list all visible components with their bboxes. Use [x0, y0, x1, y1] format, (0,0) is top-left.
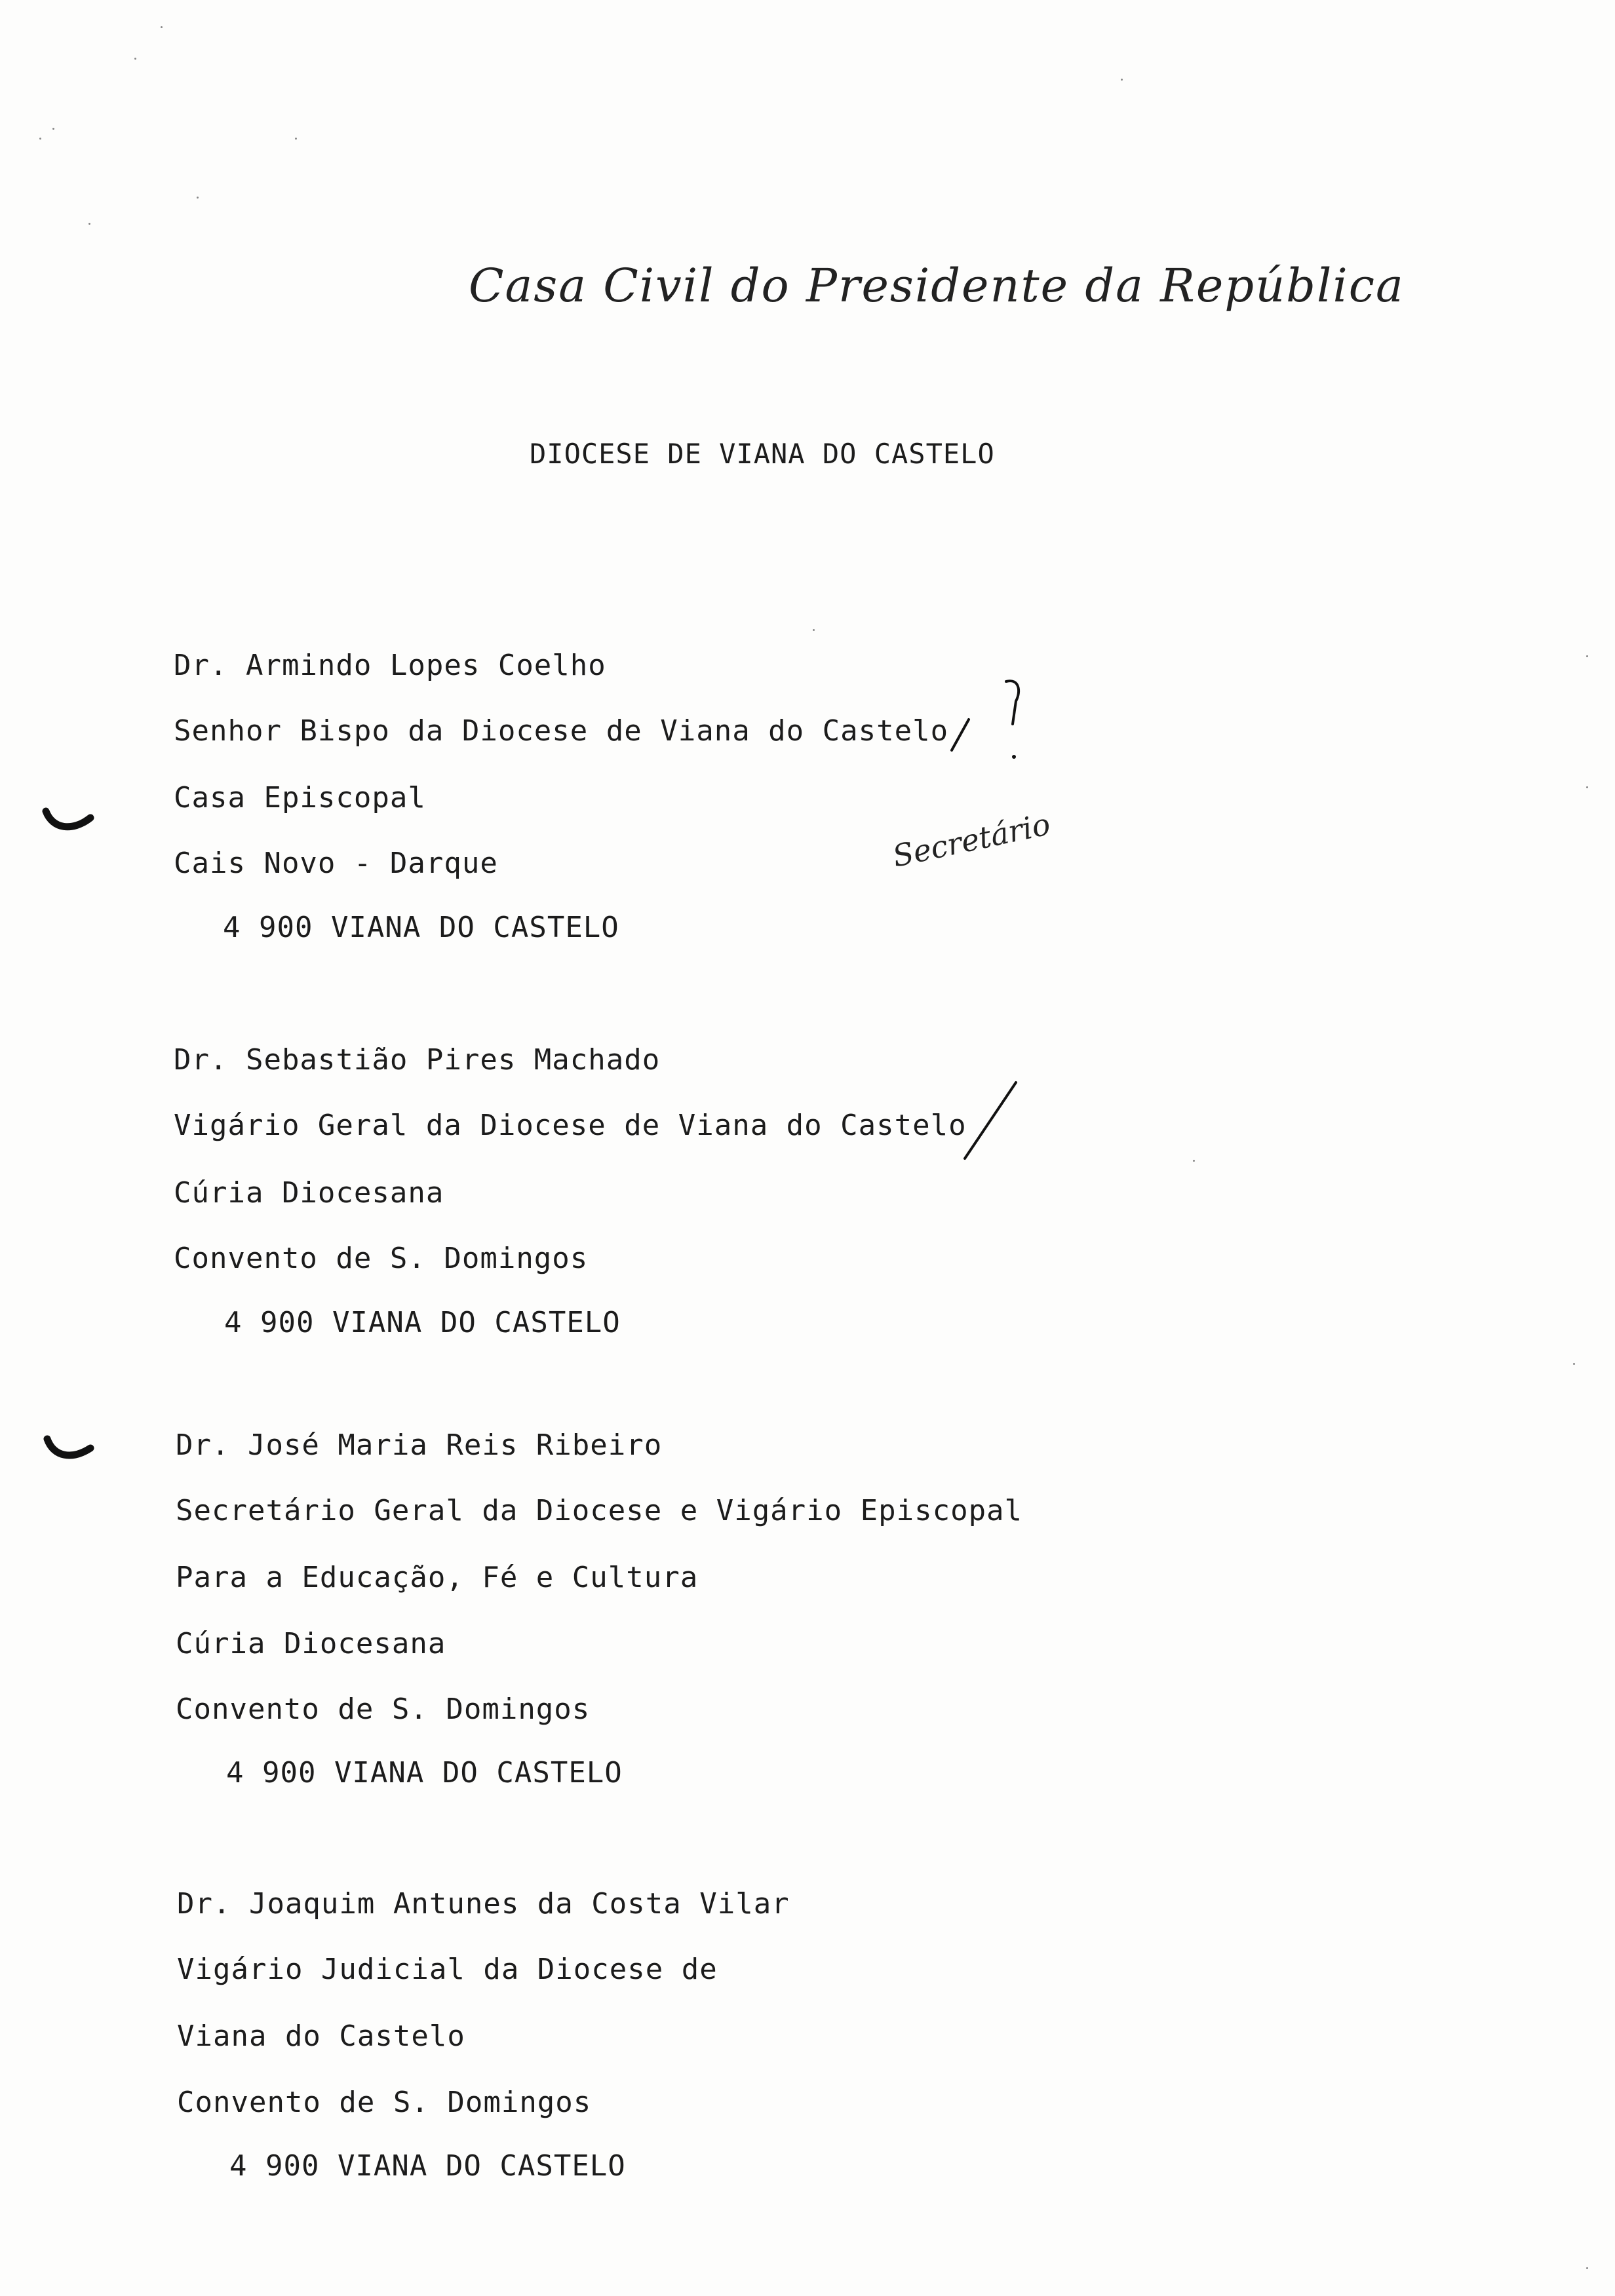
entry-2-name: Dr. Sebastião Pires Machado — [174, 1043, 661, 1077]
entry-3-role: Secretário Geral da Diocese e Vigário Episcopal — [176, 1494, 1023, 1527]
entry-3-role-cont: Para a Educação, Fé e Cultura — [176, 1561, 699, 1594]
entry-1-role: Senhor Bispo da Diocese de Viana do Castelo — [174, 714, 949, 748]
entry-3-name: Dr. José Maria Reis Ribeiro — [176, 1428, 663, 1462]
handwritten-slash-mark — [950, 1075, 1029, 1166]
document-title: DIOCESE DE VIANA DO CASTELO — [530, 438, 995, 470]
entry-1-street: Cais Novo - Darque — [174, 847, 498, 880]
entry-1-institution: Casa Episcopal — [174, 781, 426, 814]
entry-4-role-cont: Viana do Castelo — [177, 2019, 465, 2053]
entry-2-institution: Cúria Diocesana — [174, 1176, 444, 1210]
entry-4-street: Convento de S. Domingos — [177, 2086, 592, 2119]
entry-4-name: Dr. Joaquim Antunes da Costa Vilar — [177, 1887, 790, 1921]
entry-4-role: Vigário Judicial da Diocese de — [177, 1953, 718, 1986]
entry-1-postal: 4 900 VIANA DO CASTELO — [223, 911, 619, 944]
entry-3-postal: 4 900 VIANA DO CASTELO — [226, 1756, 623, 1789]
handwritten-slash-question-mark — [944, 675, 1036, 773]
entry-3-institution: Cúria Diocesana — [176, 1627, 446, 1660]
handwritten-note: Secretário — [889, 806, 1053, 874]
entry-2-street: Convento de S. Domingos — [174, 1242, 589, 1275]
margin-check-mark-2 — [39, 1428, 98, 1468]
letterhead: Casa Civil do Presidente da República — [469, 259, 1405, 313]
entry-4-postal: 4 900 VIANA DO CASTELO — [229, 2149, 626, 2183]
margin-check-mark-1 — [39, 799, 98, 839]
entry-2-role: Vigário Geral da Diocese de Viana do Castelo — [174, 1109, 967, 1142]
entry-1-name: Dr. Armindo Lopes Coelho — [174, 649, 606, 682]
entry-3-street: Convento de S. Domingos — [176, 1693, 591, 1726]
entry-2-postal: 4 900 VIANA DO CASTELO — [224, 1306, 621, 1339]
